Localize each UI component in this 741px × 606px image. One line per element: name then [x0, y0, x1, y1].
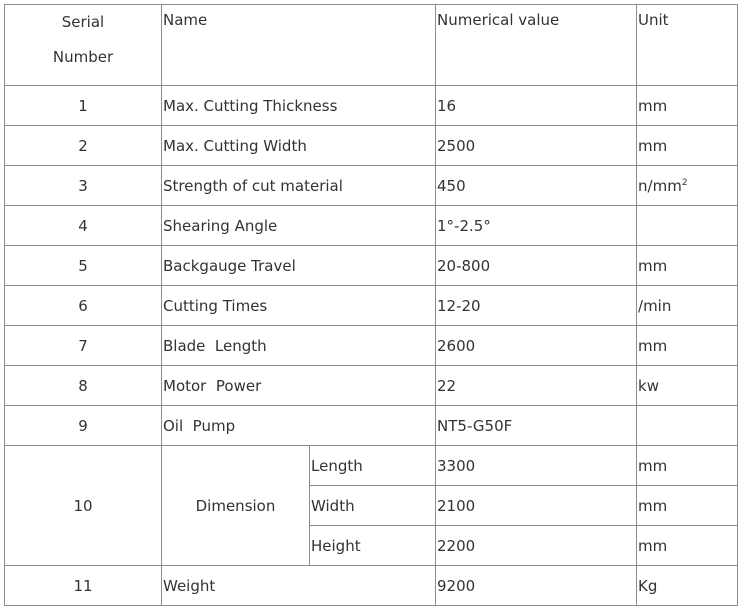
row-value: 450	[436, 166, 637, 206]
row-value: 12-20	[436, 286, 637, 326]
row-unit	[637, 166, 738, 206]
header-name: Name	[162, 5, 436, 86]
dimension-label: Dimension	[162, 446, 310, 566]
row-unit: mm	[637, 526, 738, 566]
row-serial: 6	[5, 286, 162, 326]
row-unit: kw	[637, 366, 738, 406]
row-name: Strength of cut material	[162, 166, 436, 206]
row-unit: /min	[637, 286, 738, 326]
header-unit: Unit	[637, 5, 738, 86]
dimension-subname: Length	[310, 446, 436, 486]
row-unit: Kg	[637, 566, 738, 606]
row-value: 20-800	[436, 246, 637, 286]
table-row	[5, 286, 738, 326]
table-row	[5, 366, 738, 406]
row-unit: mm	[637, 246, 738, 286]
row-serial: 2	[5, 126, 162, 166]
spec-table	[4, 4, 738, 606]
row-name: Max. Cutting Thickness	[162, 86, 436, 126]
dimension-subname: Height	[310, 526, 436, 566]
row-name: Shearing Angle	[162, 206, 436, 246]
table-row	[5, 166, 738, 206]
row-unit: mm	[637, 326, 738, 366]
row-value: 22	[436, 366, 637, 406]
row-value: 2100	[436, 486, 637, 526]
header-serial-line1: Serial	[61, 13, 105, 31]
row-name: Backgauge Travel	[162, 246, 436, 286]
row-name: Weight	[162, 566, 436, 606]
row-value: 2600	[436, 326, 637, 366]
row-value: 3300	[436, 446, 637, 486]
table-row	[5, 86, 738, 126]
table-row-dimension	[5, 446, 738, 486]
row-unit: mm	[637, 126, 738, 166]
header-serial	[5, 5, 162, 86]
row-serial: 7	[5, 326, 162, 366]
row-name: Blade Length	[162, 326, 436, 366]
row-name: Max. Cutting Width	[162, 126, 436, 166]
header-value: Numerical value	[436, 5, 637, 86]
table-row	[5, 246, 738, 286]
row-serial: 1	[5, 86, 162, 126]
row-serial: 8	[5, 366, 162, 406]
row-unit	[637, 206, 738, 246]
table-row	[5, 206, 738, 246]
table-row	[5, 566, 738, 606]
table-row	[5, 126, 738, 166]
header-row	[5, 5, 738, 86]
row-name: Cutting Times	[162, 286, 436, 326]
table-row	[5, 326, 738, 366]
row-serial: 10	[5, 446, 162, 566]
row-value: NT5-G50F	[436, 406, 637, 446]
row-unit: mm	[637, 86, 738, 126]
row-serial: 11	[5, 566, 162, 606]
row-unit-superscript: 2	[681, 177, 688, 188]
row-value: 2500	[436, 126, 637, 166]
row-serial: 5	[5, 246, 162, 286]
row-value: 16	[436, 86, 637, 126]
row-unit-base: n/mm	[638, 176, 682, 195]
row-name: Motor Power	[162, 366, 436, 406]
row-name: Oil Pump	[162, 406, 436, 446]
row-value: 9200	[436, 566, 637, 606]
row-serial: 9	[5, 406, 162, 446]
row-unit	[637, 406, 738, 446]
table-row	[5, 406, 738, 446]
row-unit: mm	[637, 446, 738, 486]
header-serial-line2: Number	[52, 48, 114, 66]
row-serial: 3	[5, 166, 162, 206]
row-value: 1°-2.5°	[436, 206, 637, 246]
dimension-subname: Width	[310, 486, 436, 526]
row-value: 2200	[436, 526, 637, 566]
row-serial: 4	[5, 206, 162, 246]
row-unit: mm	[637, 486, 738, 526]
